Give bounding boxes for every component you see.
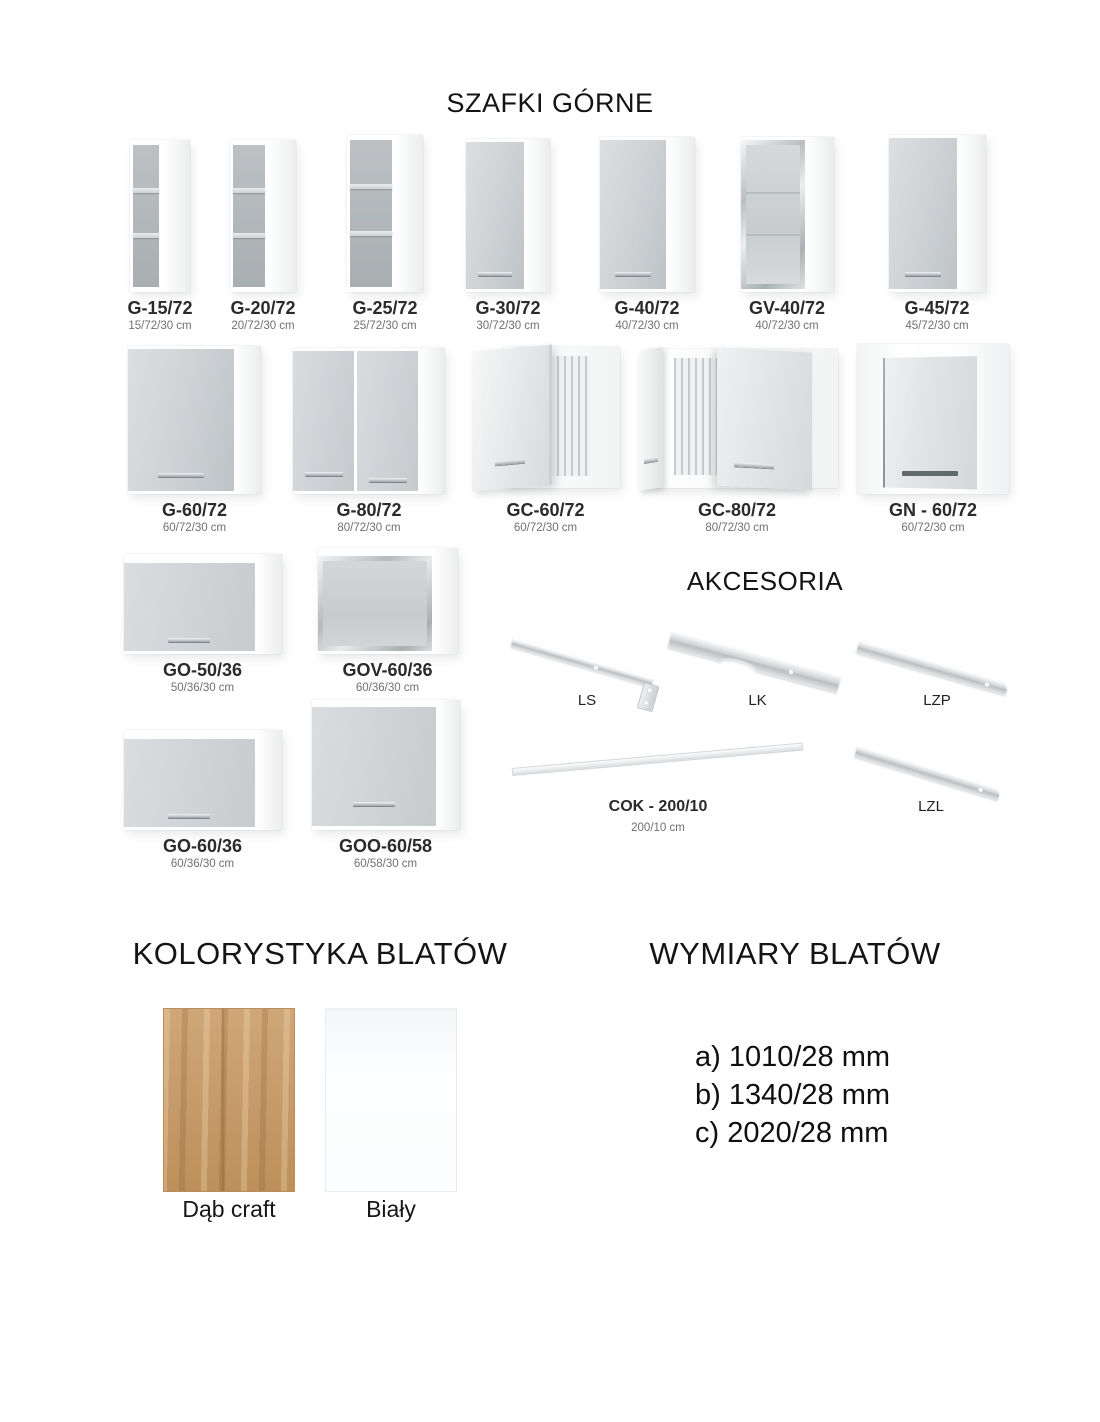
accessory-lk-strip xyxy=(668,630,842,693)
screw-hole xyxy=(977,786,983,792)
worktop-dimension-b: b) 1340/28 mm xyxy=(695,1079,891,1111)
cabinet-name: G-15/72 xyxy=(127,298,193,318)
accessory-label-lzl: LZL xyxy=(918,798,944,815)
cabinet-dims: 25/72/30 cm xyxy=(353,320,417,332)
cabinet-dims: 80/72/30 cm xyxy=(705,522,769,534)
cabinet-image xyxy=(128,338,261,494)
cabinet-door-left xyxy=(293,351,354,491)
cabinet-dims: 60/72/30 cm xyxy=(162,522,227,534)
cabinet-side-panel xyxy=(257,554,282,654)
cabinet-name: GOO-60/58 xyxy=(338,836,433,856)
cabinet-card-goo-60-58 xyxy=(298,702,473,870)
open-door-right xyxy=(717,348,812,491)
glass-flap-frame xyxy=(318,556,432,651)
cabinet-card-go-60-36 xyxy=(110,702,295,870)
swatch-dab-craft xyxy=(163,1008,295,1192)
open-door-left xyxy=(639,347,663,490)
cabinet-name: G-20/72 xyxy=(230,298,296,318)
cabinet-image xyxy=(741,130,834,292)
dish-rack xyxy=(550,356,590,476)
door-handle xyxy=(158,473,204,478)
cabinet-side-panel xyxy=(807,137,834,292)
cabinet-card-gc-60-72 xyxy=(458,338,633,534)
cabinet-image xyxy=(124,552,282,654)
cabinet-side-panel xyxy=(438,700,460,830)
cabinet-side-panel xyxy=(257,730,282,830)
cabinet-image xyxy=(230,130,296,292)
cabinet-card-gc-80-72 xyxy=(628,338,846,534)
door-handle xyxy=(478,272,512,277)
corner-cabinet-door xyxy=(883,356,977,490)
door-handle xyxy=(615,272,651,277)
cabinet-dims: 80/72/30 cm xyxy=(337,522,401,534)
cabinet-image xyxy=(318,552,458,654)
cabinet-side-panel xyxy=(526,139,550,292)
cabinet-card-g-20-72 xyxy=(207,130,319,332)
accessory-label-lzp: LZP xyxy=(923,692,951,709)
cabinet-image xyxy=(124,702,282,830)
cabinet-name: G-30/72 xyxy=(475,298,541,318)
swatch-label-bialy: Biały xyxy=(366,1196,416,1222)
door-handle xyxy=(168,638,210,643)
swatch-bialy xyxy=(325,1008,457,1192)
cabinet-card-gov-60-36 xyxy=(300,552,475,694)
cabinet-image xyxy=(293,338,445,494)
door-handle xyxy=(495,459,525,467)
flap-door xyxy=(124,739,255,827)
cabinet-image xyxy=(857,338,1009,494)
cabinet-dims: 60/72/30 cm xyxy=(901,522,965,534)
accessory-dims-cok: 200/10 cm xyxy=(631,822,685,834)
cabinet-name: GN - 60/72 xyxy=(888,500,978,520)
cabinet-card-g-30-72 xyxy=(449,130,567,332)
cabinet-card-gn-60-72 xyxy=(843,338,1023,534)
cabinet-image xyxy=(472,338,620,494)
cabinet-dims: 45/72/30 cm xyxy=(905,320,969,332)
door-handle xyxy=(369,478,407,483)
cabinet-dims: 40/72/30 cm xyxy=(615,320,679,332)
screw-hole xyxy=(984,681,990,687)
glass-pane xyxy=(746,145,800,284)
accessory-cok-strip xyxy=(512,743,804,776)
cabinet-door xyxy=(600,140,666,289)
cabinet-side-panel xyxy=(162,140,190,292)
cabinet-image xyxy=(600,130,695,292)
cabinet-side-panel xyxy=(236,346,261,494)
door-handle xyxy=(168,814,210,819)
cabinet-card-g-40-72 xyxy=(583,130,711,332)
shelf xyxy=(350,184,392,189)
cabinet-name: GC-80/72 xyxy=(697,500,777,520)
section-title-upper-cabinets: SZAFKI GÓRNE xyxy=(446,88,654,118)
accessory-label-ls: LS xyxy=(577,692,597,709)
door-handle xyxy=(353,802,395,807)
cabinet-name: G-25/72 xyxy=(352,298,418,318)
shelf xyxy=(133,188,159,193)
cabinet-side-panel xyxy=(668,137,695,292)
cabinet-side-panel xyxy=(434,548,458,654)
accessory-lzl-strip xyxy=(854,745,1001,800)
cabinet-dims: 30/72/30 cm xyxy=(476,320,540,332)
open-shelf-interior xyxy=(133,145,159,287)
accessory-label-cok: COK - 200/10 xyxy=(608,798,708,815)
glass-door-frame xyxy=(741,140,805,289)
cabinet-name: GO-50/36 xyxy=(162,660,243,680)
screw-hole xyxy=(593,664,599,670)
section-title-accessories: AKCESORIA xyxy=(686,566,844,596)
glass-pane xyxy=(323,561,427,646)
door-handle xyxy=(644,457,659,464)
cabinet-dims: 60/36/30 cm xyxy=(355,682,420,694)
cabinet-door-right xyxy=(357,351,418,491)
cabinet-name: GOV-60/36 xyxy=(342,660,433,680)
cabinet-dims: 60/36/30 cm xyxy=(170,858,235,870)
cabinet-name: GO-60/36 xyxy=(162,836,243,856)
cabinet-dims: 60/58/30 cm xyxy=(353,858,418,870)
cabinet-name: GV-40/72 xyxy=(748,298,826,318)
accessory-label-lk: LK xyxy=(748,692,767,709)
open-door xyxy=(472,345,552,491)
open-shelf-interior xyxy=(350,140,392,287)
swatch-label-dab-craft: Dąb craft xyxy=(182,1196,276,1222)
cabinet-side-panel xyxy=(959,135,986,292)
dish-rack xyxy=(674,358,716,475)
screw-hole xyxy=(788,669,794,675)
shelf xyxy=(233,233,265,238)
cabinet-image xyxy=(130,130,190,292)
section-title-worktop-dimensions: WYMIARY BLATÓW xyxy=(649,936,941,971)
section-title-worktop-colors: KOLORYSTYKA BLATÓW xyxy=(132,936,508,971)
cabinet-card-g-15-72 xyxy=(105,130,215,332)
cabinet-dims: 50/36/30 cm xyxy=(170,682,235,694)
cabinet-name: G-45/72 xyxy=(904,298,970,318)
shelf xyxy=(350,231,392,236)
cabinet-side-panel xyxy=(394,135,423,292)
worktop-dimensions-list xyxy=(695,1038,890,1152)
cabinet-card-gv-40-72 xyxy=(723,130,851,332)
cabinet-card-g-45-72 xyxy=(868,130,1006,332)
door-handle xyxy=(305,472,343,477)
flap-door xyxy=(312,707,436,826)
cabinet-door xyxy=(128,349,234,491)
cabinet-dims: 20/72/30 cm xyxy=(231,320,295,332)
cabinet-side-panel xyxy=(420,348,445,494)
shelf xyxy=(233,188,265,193)
cabinet-dims: 60/72/30 cm xyxy=(513,522,578,534)
cabinet-card-go-50-36 xyxy=(110,552,295,694)
cabinet-image xyxy=(636,338,838,494)
worktop-dimension-c: c) 2020/28 mm xyxy=(695,1117,889,1149)
cabinet-image xyxy=(347,130,423,292)
door-handle xyxy=(902,471,958,476)
cabinet-card-g-80-72 xyxy=(280,338,458,534)
cabinet-name: G-40/72 xyxy=(614,298,680,318)
door-handle xyxy=(905,272,941,277)
shelf xyxy=(133,233,159,238)
door-gap-line xyxy=(883,356,885,490)
cabinet-side-panel xyxy=(268,140,296,292)
cabinet-name: G-80/72 xyxy=(336,500,402,520)
cabinet-door xyxy=(889,138,957,289)
door-handle xyxy=(734,462,774,469)
cabinet-card-g-60-72 xyxy=(112,338,277,534)
cabinet-name: G-60/72 xyxy=(161,500,228,520)
accessory-lzp-strip xyxy=(856,640,1009,695)
cabinet-image xyxy=(312,702,460,830)
cabinet-dims: 15/72/30 cm xyxy=(128,320,192,332)
cabinet-image xyxy=(889,130,986,292)
lk-notch xyxy=(717,655,759,679)
cabinet-door xyxy=(466,142,524,289)
cabinet-card-g-25-72 xyxy=(327,130,443,332)
cabinet-name: GC-60/72 xyxy=(506,500,585,520)
cabinet-image xyxy=(466,130,550,292)
flap-door xyxy=(124,563,255,651)
cabinet-dims: 40/72/30 cm xyxy=(755,320,819,332)
accessory-ls-strip xyxy=(511,638,654,687)
worktop-dimension-a: a) 1010/28 mm xyxy=(695,1041,891,1073)
open-shelf-interior xyxy=(233,145,265,287)
